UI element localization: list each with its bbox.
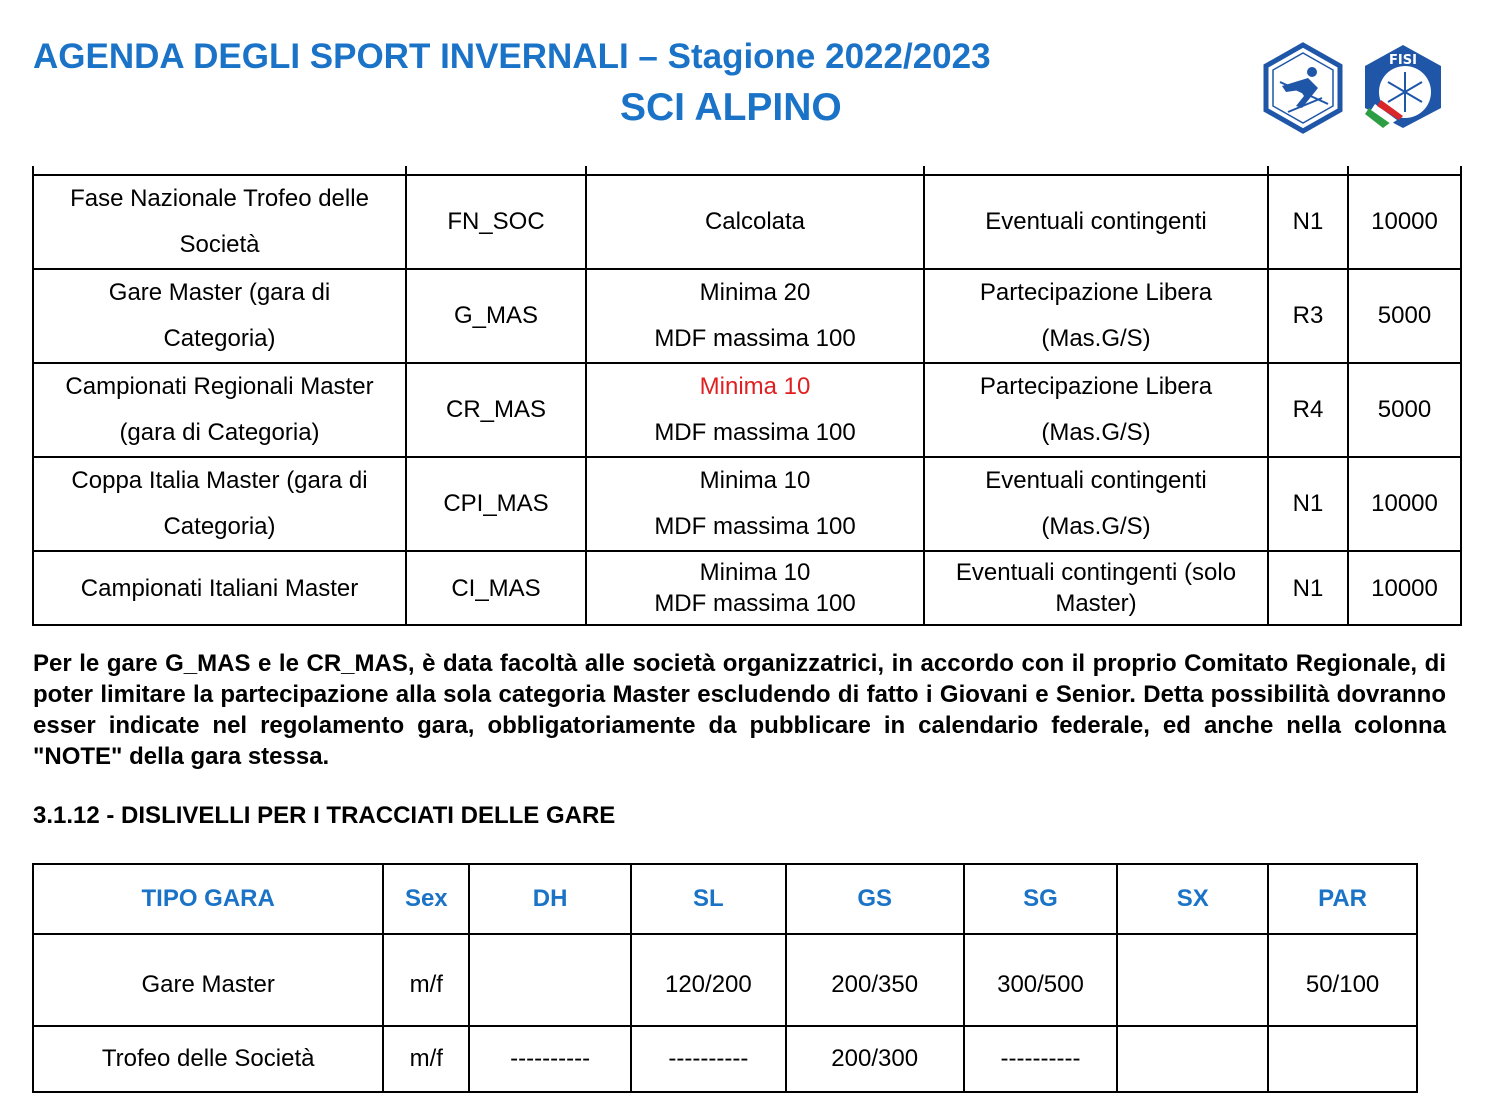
cell-sg: ----------: [964, 1026, 1118, 1092]
header-par: PAR: [1268, 864, 1417, 934]
skier-logo-icon: [1262, 42, 1344, 134]
table-row: [33, 551, 1461, 625]
table-row: [33, 269, 1461, 363]
cell-tipo-gara: Trofeo delle Società: [33, 1026, 383, 1092]
table-row: [33, 1026, 1417, 1092]
cell-gs: 200/300: [786, 1026, 964, 1092]
competition-level: R3: [1268, 269, 1348, 363]
cell-gs: 200/350: [786, 934, 964, 1026]
table-row: [33, 175, 1461, 269]
header-sl: SL: [631, 864, 786, 934]
competition-name: Campionati Regionali Master (gara di Categoria): [33, 363, 406, 457]
cell-par: 50/100: [1268, 934, 1417, 1026]
competition-fee: 5000: [1348, 363, 1461, 457]
header-gs: GS: [786, 864, 964, 934]
cell-sex: m/f: [383, 934, 469, 1026]
competition-level: N1: [1268, 551, 1348, 625]
header-sex: Sex: [383, 864, 469, 934]
table-row: [33, 934, 1417, 1026]
competition-notes: Partecipazione Libera (Mas.G/S): [924, 269, 1268, 363]
competition-participants: Minima 20 MDF massima 100: [586, 269, 924, 363]
competition-code: CR_MAS: [406, 363, 586, 457]
page-title: AGENDA DEGLI SPORT INVERNALI – Stagione 2022/2023: [33, 37, 991, 76]
competition-level: R4: [1268, 363, 1348, 457]
table-row: [33, 363, 1461, 457]
competition-participants: Calcolata: [586, 175, 924, 269]
competition-code: G_MAS: [406, 269, 586, 363]
header-tipo-gara: TIPO GARA: [33, 864, 383, 934]
competition-participants: Minima 10 MDF massima 100: [586, 551, 924, 625]
competition-name: Campionati Italiani Master: [33, 551, 406, 625]
fisi-logo-icon: [1361, 42, 1445, 130]
competition-name: Gare Master (gara di Categoria): [33, 269, 406, 363]
header-sx: SX: [1117, 864, 1268, 934]
competition-code: CI_MAS: [406, 551, 586, 625]
elevation-table: [32, 863, 1418, 1093]
header-dh: DH: [469, 864, 631, 934]
note-paragraph: Per le gare G_MAS e le CR_MAS, è data facoltà alle società organizzatrici, in accordo con il proprio Comitato Regionale, di poter limitare la partecipazione alla sola categoria Master escludendo di fatto i Giovani e Senior. Detta possibilità dovranno esser indicate nel regolamento gara, obbligatoriamente da pubblicare in calendario federale, ed anche nella colonna "NOTE" della gara stessa.: [33, 650, 1446, 770]
cell-sx: [1117, 1026, 1268, 1092]
cell-sl: 120/200: [631, 934, 786, 1026]
competition-notes: Eventuali contingenti: [924, 175, 1268, 269]
cell-sl: ----------: [631, 1026, 786, 1092]
table-row: [33, 457, 1461, 551]
competition-name: Coppa Italia Master (gara di Categoria): [33, 457, 406, 551]
competition-fee: 10000: [1348, 457, 1461, 551]
competition-participants: Minima 10 MDF massima 100: [586, 457, 924, 551]
cell-par: [1268, 1026, 1417, 1092]
competition-code: FN_SOC: [406, 175, 586, 269]
competition-notes: Eventuali contingenti (solo Master): [924, 551, 1268, 625]
svg-text:FISI: FISI: [1389, 53, 1417, 68]
header-sg: SG: [964, 864, 1118, 934]
competition-participants: Minima 10 MDF massima 100: [586, 363, 924, 457]
table-row-continuation: [33, 166, 1461, 175]
competition-fee: 5000: [1348, 269, 1461, 363]
competition-fee: 10000: [1348, 175, 1461, 269]
cell-sex: m/f: [383, 1026, 469, 1092]
cell-sx: [1117, 934, 1268, 1026]
table-header-row: [33, 864, 1417, 934]
competition-code: CPI_MAS: [406, 457, 586, 551]
competition-notes: Partecipazione Libera (Mas.G/S): [924, 363, 1268, 457]
highlighted-minimum: Minima 10: [699, 373, 811, 400]
cell-dh: ----------: [469, 1026, 631, 1092]
competition-level: N1: [1268, 175, 1348, 269]
page-subtitle: SCI ALPINO: [620, 86, 842, 129]
cell-sg: 300/500: [964, 934, 1118, 1026]
competitions-table: [32, 166, 1462, 626]
competition-notes: Eventuali contingenti (Mas.G/S): [924, 457, 1268, 551]
competition-name: Fase Nazionale Trofeo delle Società: [33, 175, 406, 269]
competition-level: N1: [1268, 457, 1348, 551]
competition-fee: 10000: [1348, 551, 1461, 625]
cell-dh: [469, 934, 631, 1026]
cell-tipo-gara: Gare Master: [33, 934, 383, 1026]
section-title: 3.1.12 - DISLIVELLI PER I TRACCIATI DELLE GARE: [33, 802, 616, 829]
